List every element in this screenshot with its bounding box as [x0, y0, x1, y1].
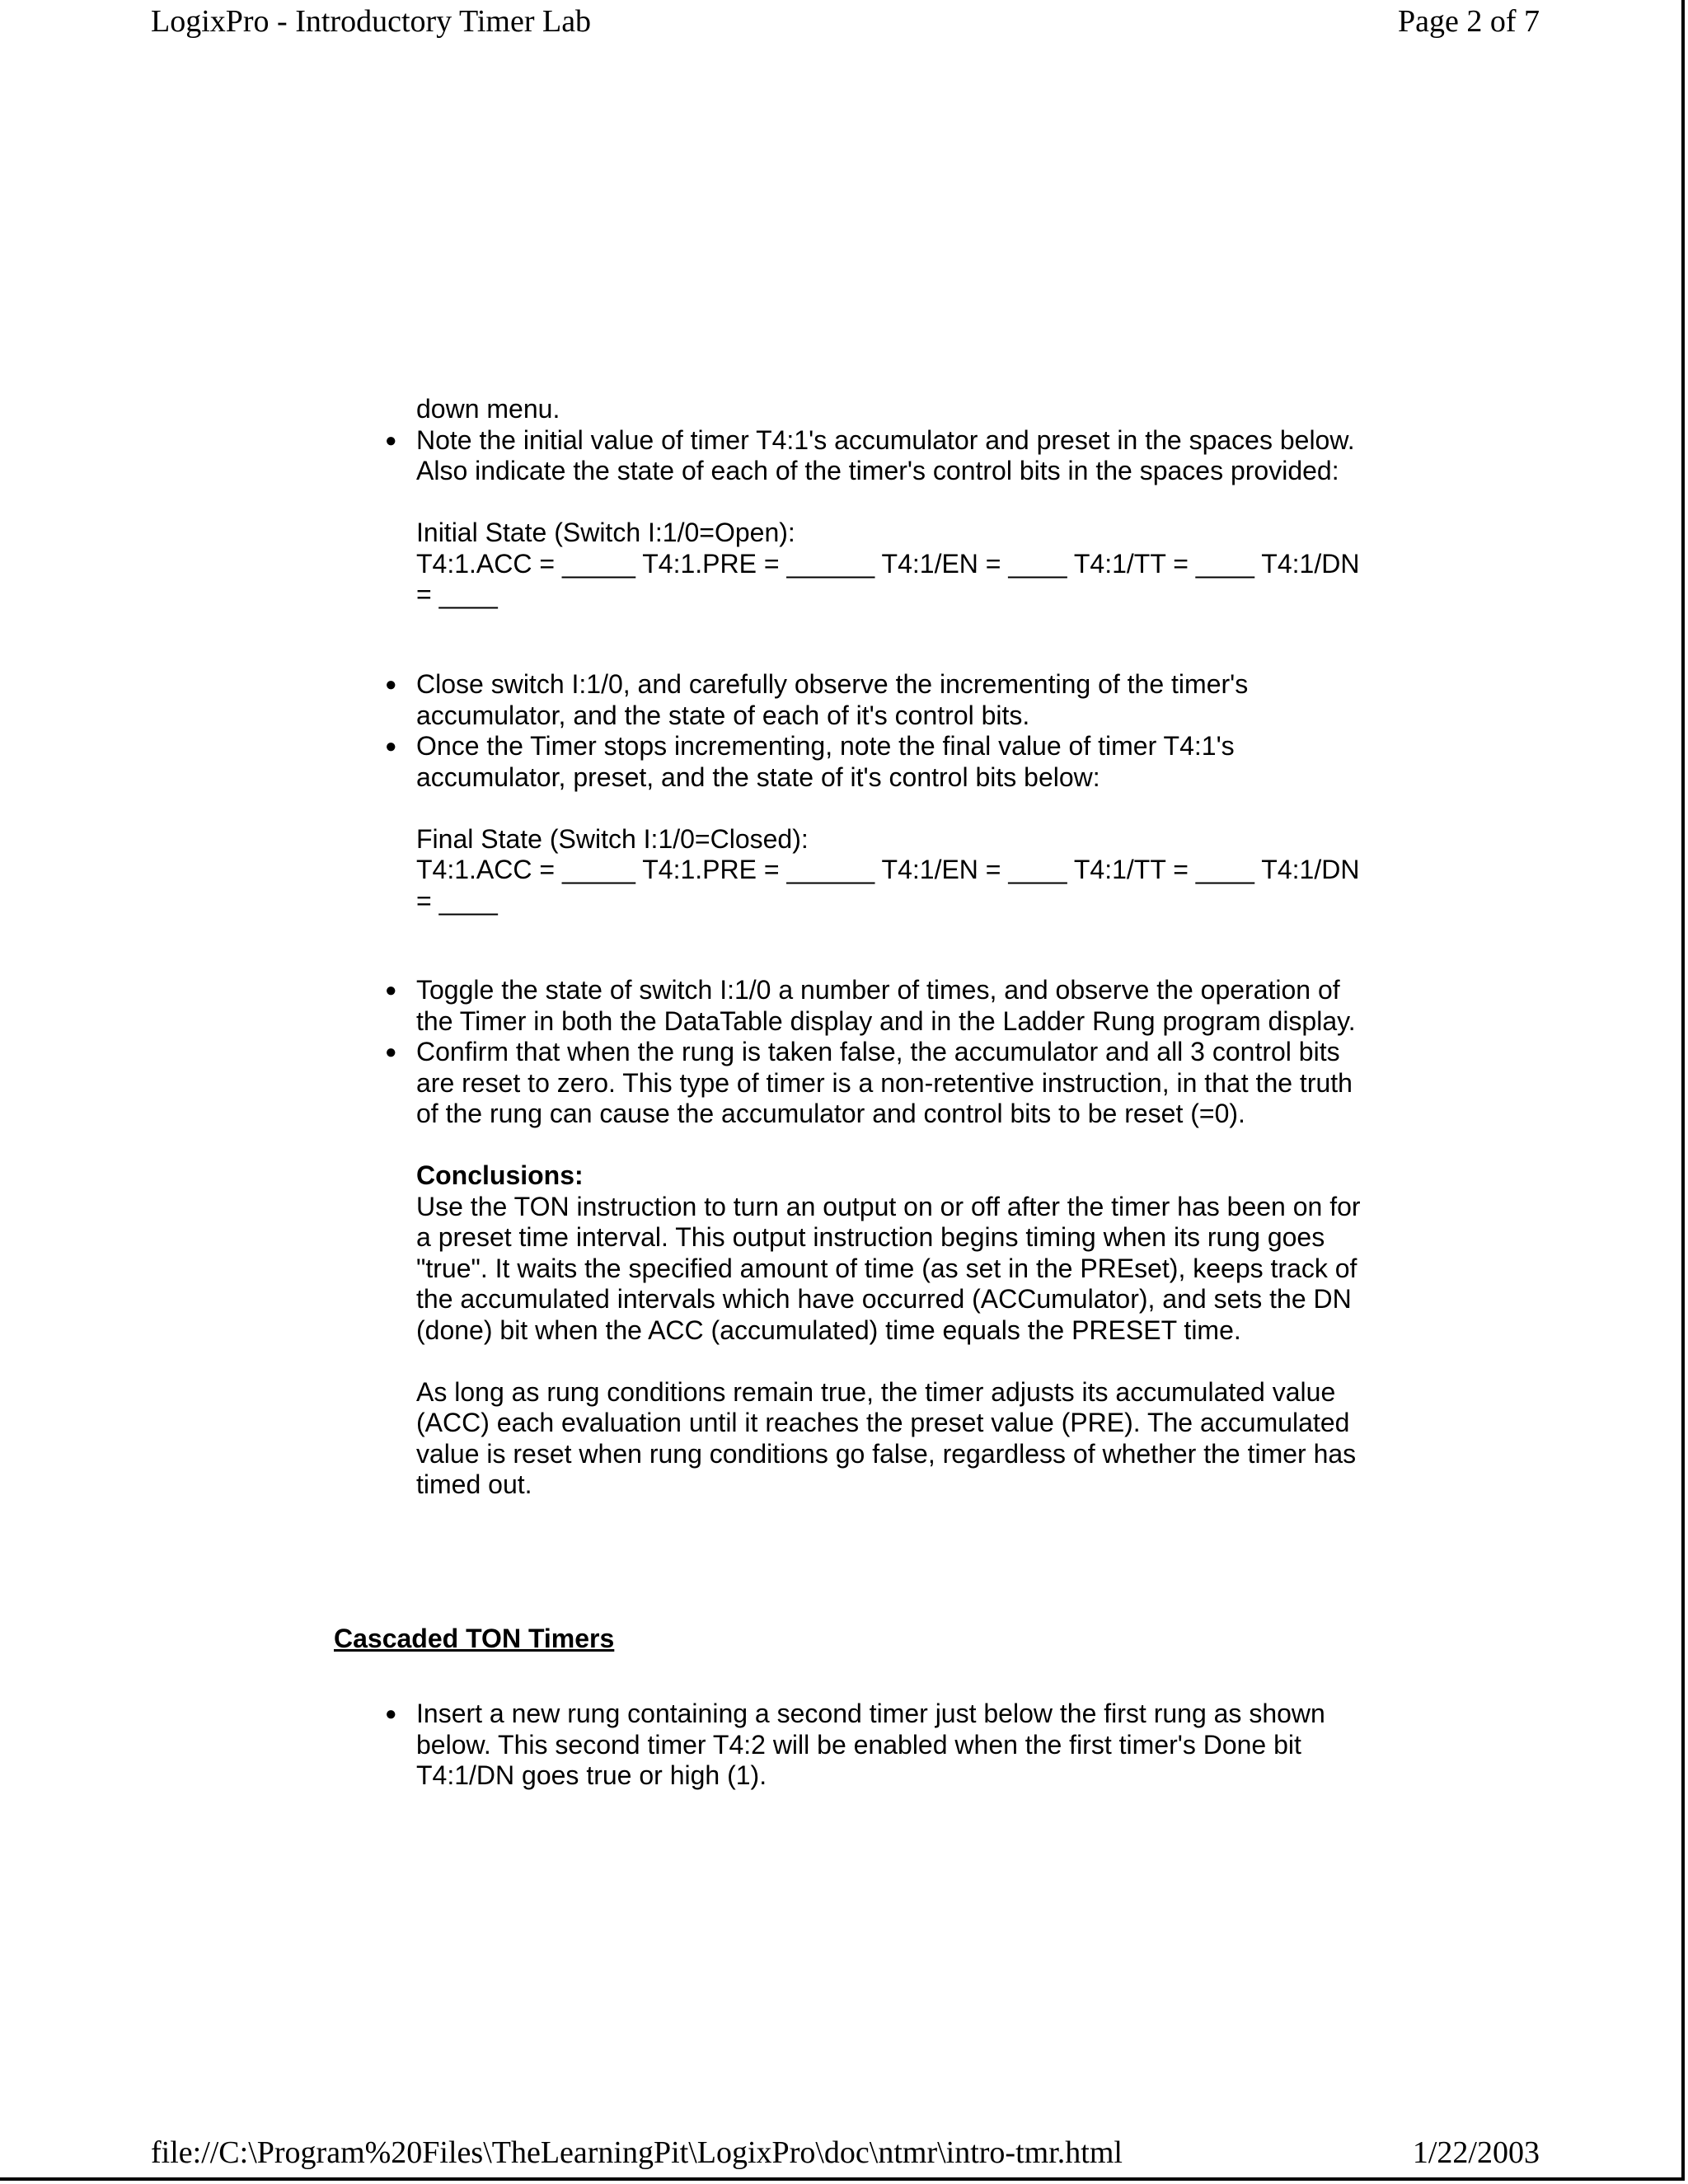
continuation-text: down menu. [416, 394, 560, 424]
conclusions-text: value is reset when rung conditions go false, regardless of whether the timer has [416, 1438, 1357, 1469]
initial-state-fields-cont: = ____ [416, 579, 498, 609]
bullet-icon: ● [385, 979, 397, 1001]
content-block-1 [385, 394, 1447, 611]
initial-state-fields: T4:1.ACC = _____ T4:1.PRE = ______ T4:1/EN = ____ T4:1/TT = ____ T4:1/DN [416, 548, 1360, 579]
list-item-line: accumulator, preset, and the state of it's control bits below: [416, 762, 1100, 792]
conclusions-text: a preset time interval. This output instruction begins timing when its rung goes [416, 1222, 1325, 1252]
bullet-icon: ● [385, 1703, 397, 1725]
list-item-line: below. This second timer T4:2 will be enabled when the first timer's Done bit [416, 1729, 1301, 1760]
list-item-line: Confirm that when the rung is taken false, the accumulator and all 3 control bits [416, 1037, 1340, 1066]
page-header-title: LogixPro - Introductory Timer Lab [151, 4, 592, 39]
conclusions-text: (done) bit when the ACC (accumulated) time equals the PRESET time. [416, 1315, 1241, 1345]
section-title: Cascaded TON Timers [334, 1624, 615, 1653]
content-block-4 [385, 1699, 1447, 1792]
list-item [385, 1699, 1447, 1792]
list-item [385, 424, 1447, 487]
conclusions-text: the accumulated intervals which have occurred (ACCumulator), and sets the DN [416, 1284, 1352, 1314]
content-block-3 [385, 975, 1447, 1501]
list-item-line: of the rung can cause the accumulator and control bits to be reset (=0). [416, 1099, 1245, 1128]
list-item [385, 975, 1447, 1037]
list-item-line: Also indicate the state of each of the timer's control bits in the spaces provided: [416, 456, 1339, 485]
content-block-2 [385, 669, 1447, 916]
list-item [385, 1037, 1447, 1130]
final-state-fields: T4:1.ACC = _____ T4:1.PRE = ______ T4:1/EN = ____ T4:1/TT = ____ T4:1/DN [416, 855, 1360, 884]
list-item-line: Close switch I:1/0, and carefully observe the incrementing of the timer's [416, 669, 1249, 699]
list-item-line: T4:1/DN goes true or high (1). [416, 1760, 767, 1790]
list-item-line: the Timer in both the DataTable display and in the Ladder Rung program display. [416, 1005, 1356, 1036]
conclusions-heading: Conclusions: [416, 1160, 584, 1190]
list-item [385, 669, 1447, 731]
list-item [385, 731, 1447, 793]
bullet-icon: ● [385, 673, 397, 696]
bullet-icon: ● [385, 735, 397, 757]
final-state-fields-cont: = ____ [416, 885, 498, 916]
bullet-icon: ● [385, 429, 397, 452]
page-number: Page 2 of 7 [1397, 4, 1540, 39]
initial-state-label: Initial State (Switch I:1/0=Open): [416, 518, 795, 547]
date-footer: 1/22/2003 [1412, 2135, 1540, 2170]
list-item-line: Toggle the state of switch I:1/0 a number of times, and observe the operation of [416, 975, 1340, 1005]
list-item-line: are reset to zero. This type of timer is a non-retentive instruction, in that the truth [416, 1067, 1353, 1098]
conclusions-text: Use the TON instruction to turn an output on or off after the timer has been on for [416, 1191, 1361, 1221]
file-path-footer: file://C:\Program%20Files\TheLearningPit\LogixPro\doc\ntmr\intro-tmr.html [151, 2135, 1123, 2170]
conclusions-text: timed out. [416, 1469, 532, 1499]
final-state-label: Final State (Switch I:1/0=Closed): [416, 823, 809, 854]
conclusions-text: As long as rung conditions remain true, the timer adjusts its accumulated value [416, 1376, 1336, 1407]
list-item-line: accumulator, and the state of each of it's control bits. [416, 700, 1030, 730]
bullet-icon: ● [385, 1041, 397, 1063]
list-item-line: Once the Timer stops incrementing, note the final value of timer T4:1's [416, 731, 1235, 761]
list-item-line: Note the initial value of timer T4:1's accumulator and preset in the spaces below. [416, 424, 1355, 455]
list-item-line: Insert a new rung containing a second timer just below the first rung as shown [416, 1699, 1325, 1728]
conclusions-text: (ACC) each evaluation until it reaches the preset value (PRE). The accumulated [416, 1408, 1350, 1437]
conclusions-text: "true". It waits the specified amount of time (as set in the PREset), keeps track of [416, 1253, 1357, 1283]
